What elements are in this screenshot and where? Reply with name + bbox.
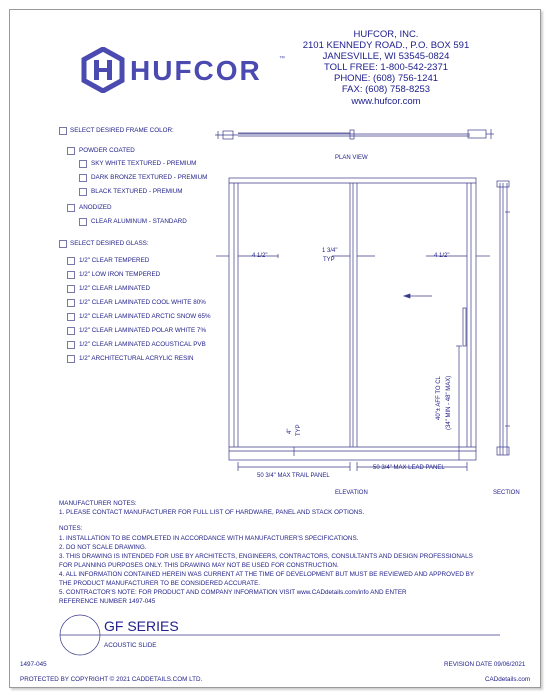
company-fax: FAX: (608) 758-8253 bbox=[341, 84, 431, 95]
logo-wordmark: HUFCOR bbox=[130, 55, 262, 86]
reference-number: 1497-045 bbox=[20, 661, 47, 668]
anodized-checkbox[interactable] bbox=[67, 204, 75, 212]
dim-left-label: 4 1/2" bbox=[252, 253, 268, 259]
glass-heading: SELECT DESIRED GLASS: bbox=[70, 240, 149, 247]
glass-option-label: 1/2" CLEAR LAMINATED bbox=[79, 285, 151, 292]
glass-option-label: 1/2" ARCHITECTURAL ACRYLIC RESIN bbox=[79, 355, 194, 362]
powder-coated-checkbox[interactable] bbox=[67, 147, 75, 155]
glass-option-label: 1/2" CLEAR LAMINATED ARCTIC SNOW 65% bbox=[79, 313, 211, 320]
series-subtitle: ACOUSTIC SLIDE bbox=[104, 642, 157, 649]
trail-panel-label: 50 3/4" MAX TRAIL PANEL bbox=[257, 473, 330, 479]
dim-mid-label: 1 3/4" bbox=[322, 248, 338, 254]
note-line: REFERENCE NUMBER 1497-045 bbox=[59, 598, 156, 605]
powder-coated-label: POWDER COATED bbox=[79, 147, 135, 154]
glass-option-label: 1/2" CLEAR TEMPERED bbox=[79, 257, 150, 264]
glass-option-checkbox[interactable] bbox=[67, 285, 75, 293]
glass-option-checkbox[interactable] bbox=[67, 313, 75, 321]
company-address: 2101 KENNEDY ROAD., P.O. BOX 591 bbox=[302, 40, 470, 51]
glass-option-label: 1/2" CLEAR LAMINATED COOL WHITE 80% bbox=[79, 299, 206, 306]
note-line: 3. THIS DRAWING IS INTENDED FOR USE BY ARCHITECTS, ENGINEERS, CONTRACTORS, CONSULTANTS AND DESIGN PROFESSIONALS bbox=[59, 553, 473, 560]
sky-white-label: SKY WHITE TEXTURED - PREMIUM bbox=[91, 160, 197, 167]
manufacturer-notes-heading: MANUFACTURER NOTES: bbox=[59, 500, 137, 507]
elevation-label: ELEVATION bbox=[335, 490, 368, 496]
glass-option-checkbox[interactable] bbox=[67, 355, 75, 363]
company-toll-free: TOLL FREE: 1-800-542-2371 bbox=[323, 62, 449, 73]
company-city: JANESVILLE, WI 53545-0824 bbox=[322, 51, 450, 62]
copyright-notice: PROTECTED BY COPYRIGHT © 2021 CADDETAILS.COM LTD. bbox=[20, 676, 203, 683]
glass-option-label: 1/2" CLEAR LAMINATED ACOUSTICAL PVB bbox=[79, 341, 206, 348]
black-textured-checkbox[interactable] bbox=[79, 188, 87, 196]
dark-bronze-label: DARK BRONZE TEXTURED - PREMIUM bbox=[91, 174, 208, 181]
handle-height-label: 40"± AFF TO CL bbox=[436, 376, 442, 420]
sky-white-checkbox[interactable] bbox=[79, 160, 87, 168]
handle-range-label: (34" MIN - 48" MAX) bbox=[446, 375, 452, 430]
clear-aluminum-checkbox[interactable] bbox=[79, 218, 87, 226]
notes-heading: NOTES: bbox=[59, 525, 83, 532]
glass-option-checkbox[interactable] bbox=[67, 257, 75, 265]
glass-option-checkbox[interactable] bbox=[67, 299, 75, 307]
dim-right-label: 4 1/2" bbox=[434, 253, 450, 259]
dim-bottom-typ-label: TYP bbox=[296, 424, 302, 436]
company-phone: PHONE: (608) 756-1241 bbox=[333, 73, 439, 84]
frame-color-checkbox[interactable] bbox=[59, 127, 67, 135]
anodized-label: ANODIZED bbox=[79, 204, 112, 211]
caddetails-link[interactable]: CADdetails.com bbox=[485, 676, 531, 683]
plan-view-label: PLAN VIEW bbox=[335, 155, 368, 161]
glass-option-label: 1/2" LOW IRON TEMPERED bbox=[79, 271, 161, 278]
note-line: FOR PLANNING PURPOSES ONLY. THIS DRAWING MAY NOT BE USED FOR CONSTRUCTION. bbox=[59, 562, 339, 569]
hufcor-logo bbox=[80, 47, 290, 93]
note-line: 2. DO NOT SCALE DRAWING. bbox=[59, 544, 147, 551]
dim-mid-typ-label: TYP bbox=[323, 257, 335, 263]
trademark-mark: ™ bbox=[279, 56, 285, 62]
glass-option-label: 1/2" CLEAR LAMINATED POLAR WHITE 7% bbox=[79, 327, 207, 334]
frame-color-heading: SELECT DESIRED FRAME COLOR: bbox=[70, 127, 174, 134]
glass-option-checkbox[interactable] bbox=[67, 327, 75, 335]
series-title: GF SERIES bbox=[104, 618, 179, 634]
note-line: 5. CONTRACTOR'S NOTE: FOR PRODUCT AND COMPANY INFORMATION VISIT www.CADdetails.com/info AND ENTER bbox=[59, 589, 407, 596]
lead-panel-label: 50 3/4" MAX LEAD PANEL bbox=[373, 465, 445, 471]
hufcor-logo-mark-icon bbox=[80, 47, 126, 93]
glass-checkbox[interactable] bbox=[59, 240, 67, 248]
company-website[interactable]: www.hufcor.com bbox=[351, 96, 421, 107]
company-name: HUFCOR, INC. bbox=[353, 29, 419, 40]
dark-bronze-checkbox[interactable] bbox=[79, 174, 87, 182]
section-label: SECTION bbox=[493, 490, 520, 496]
manufacturer-note: 1. PLEASE CONTACT MANUFACTURER FOR FULL LIST OF HARDWARE, PANEL AND STACK OPTIONS. bbox=[59, 509, 365, 516]
glass-option-checkbox[interactable] bbox=[67, 341, 75, 349]
revision-date: REVISION DATE 09/06/2021 bbox=[444, 661, 526, 668]
note-line: THE PRODUCT MANUFACTURER TO BE CONSIDERED ACCURATE. bbox=[59, 580, 261, 587]
dim-bottom-label: 4" bbox=[287, 428, 293, 434]
note-line: 1. INSTALLATION TO BE COMPLETED IN ACCORDANCE WITH MANUFACTURER'S SPECIFICATIONS. bbox=[59, 535, 359, 542]
glass-option-checkbox[interactable] bbox=[67, 271, 75, 279]
note-line: 4. ALL INFORMATION CONTAINED HEREIN WAS CURRENT AT THE TIME OF DEVELOPMENT BUT MUST BE REVIEWED AND APPROVED BY bbox=[59, 571, 475, 578]
clear-aluminum-label: CLEAR ALUMINUM - STANDARD bbox=[91, 218, 187, 225]
black-textured-label: BLACK TEXTURED - PREMIUM bbox=[91, 188, 183, 195]
